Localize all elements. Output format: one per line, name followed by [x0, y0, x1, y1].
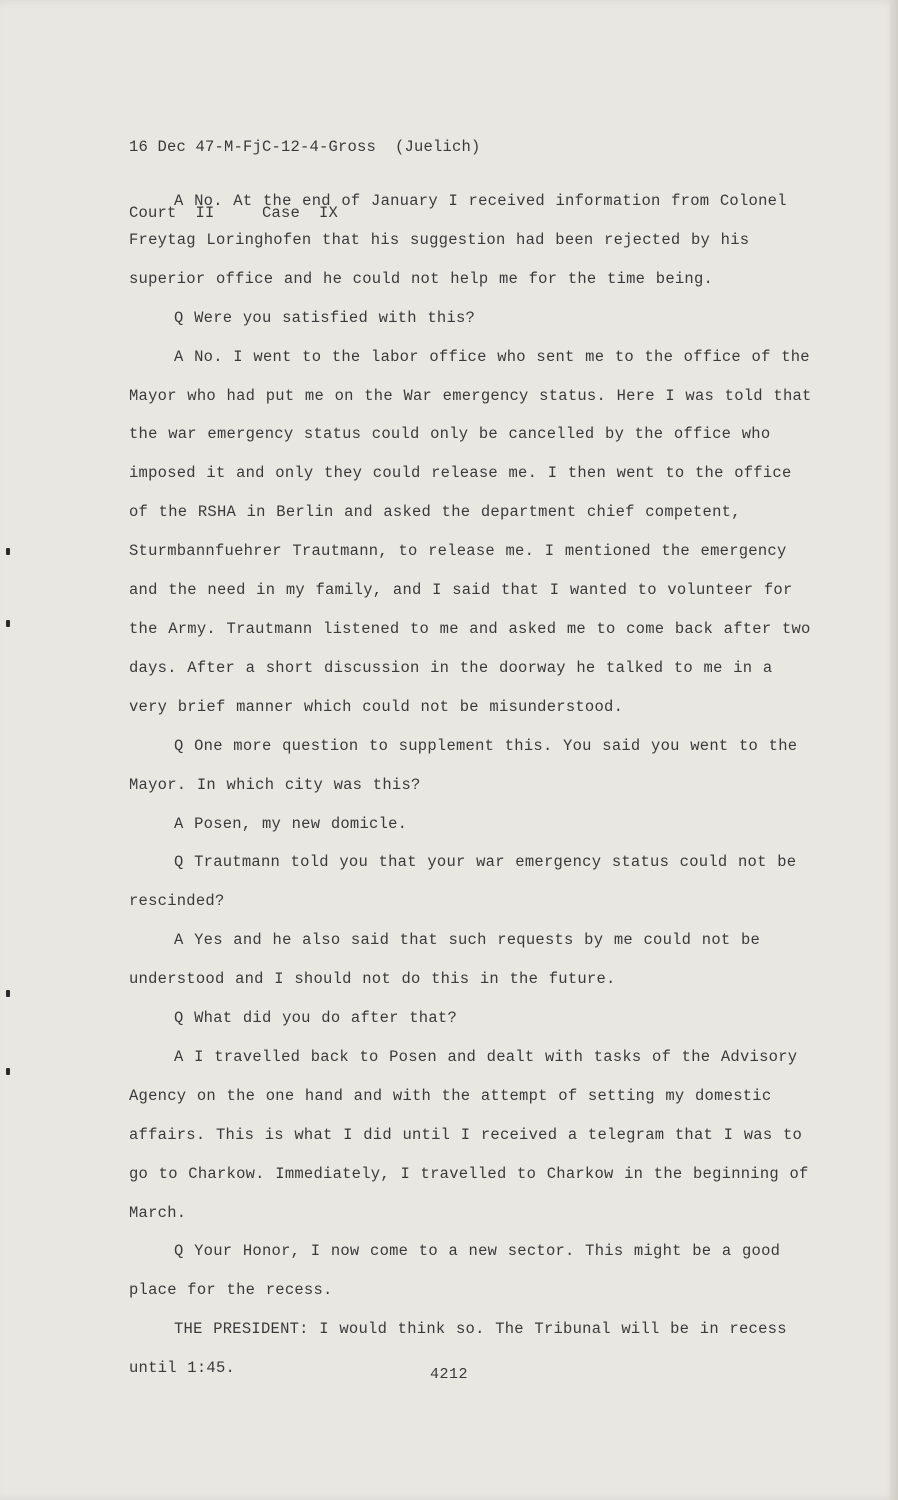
paragraph: A I travelled back to Posen and dealt with tasks of the Advisory Agency on the one hand and with the attempt of setting my domestic affairs. This is what I did until I received a telegram that I was to go to Charkow. Immediately, I travelled to Charkow in the beginning of March. — [129, 1047, 809, 1222]
paragraph: Q Your Honor, I now come to a new sector. This might be a good place for the recess. — [129, 1242, 781, 1300]
paragraph: A Yes and he also said that such requests by me could not be understood and I should not do this in the future. — [129, 931, 761, 989]
paragraph: Q One more question to supplement this. You said you went to the Mayor. In which city was this? — [129, 736, 798, 794]
paragraph: Q Trautmann told you that your war emergency status could not be rescinded? — [129, 853, 797, 911]
transcript-body — [129, 182, 819, 1388]
header-reference: 16 Dec 47-M-FjC-12-4-Gross (Juelich) — [129, 138, 481, 156]
page-number: 4212 — [429, 1366, 468, 1383]
punch-mark — [6, 548, 10, 555]
paragraph: A Posen, my new domicle. — [174, 814, 408, 833]
header-court-case: Court II Case IX — [129, 204, 339, 222]
paragraph: Q Were you satisfied with this? — [174, 308, 476, 327]
punch-mark — [6, 1068, 10, 1075]
page-edge — [890, 0, 898, 1500]
paragraph: Q What did you do after that? — [174, 1009, 457, 1028]
punch-mark — [6, 620, 10, 627]
paragraph: A No. At the end of January I received information from Colonel Freytag Loringhofen that his suggestion had been rejected by his superior office and he could not help me for the time being. — [129, 192, 787, 288]
paragraph: THE PRESIDENT: I would think so. The Tribunal will be in recess until 1:45. — [129, 1320, 787, 1378]
punch-mark — [6, 990, 10, 997]
paragraph: A No. I went to the labor office who sent me to the office of the Mayor who had put me on the War emergency status. Here I was told that the war emergency status could only be cancelled by the office who imposed it and only they could release me. I then went to the office of the RSHA in Berlin and asked the department chief competent, Sturmbannfuehrer Trautmann, to release me. I mentioned the emergency and the need in my family, and I said that I wanted to volunteer for the Army. Trautmann listened to me and asked me to come back after two days. After a short discussion in the doorway he talked to me in a very brief manner which could not be misunderstood. — [129, 347, 812, 716]
